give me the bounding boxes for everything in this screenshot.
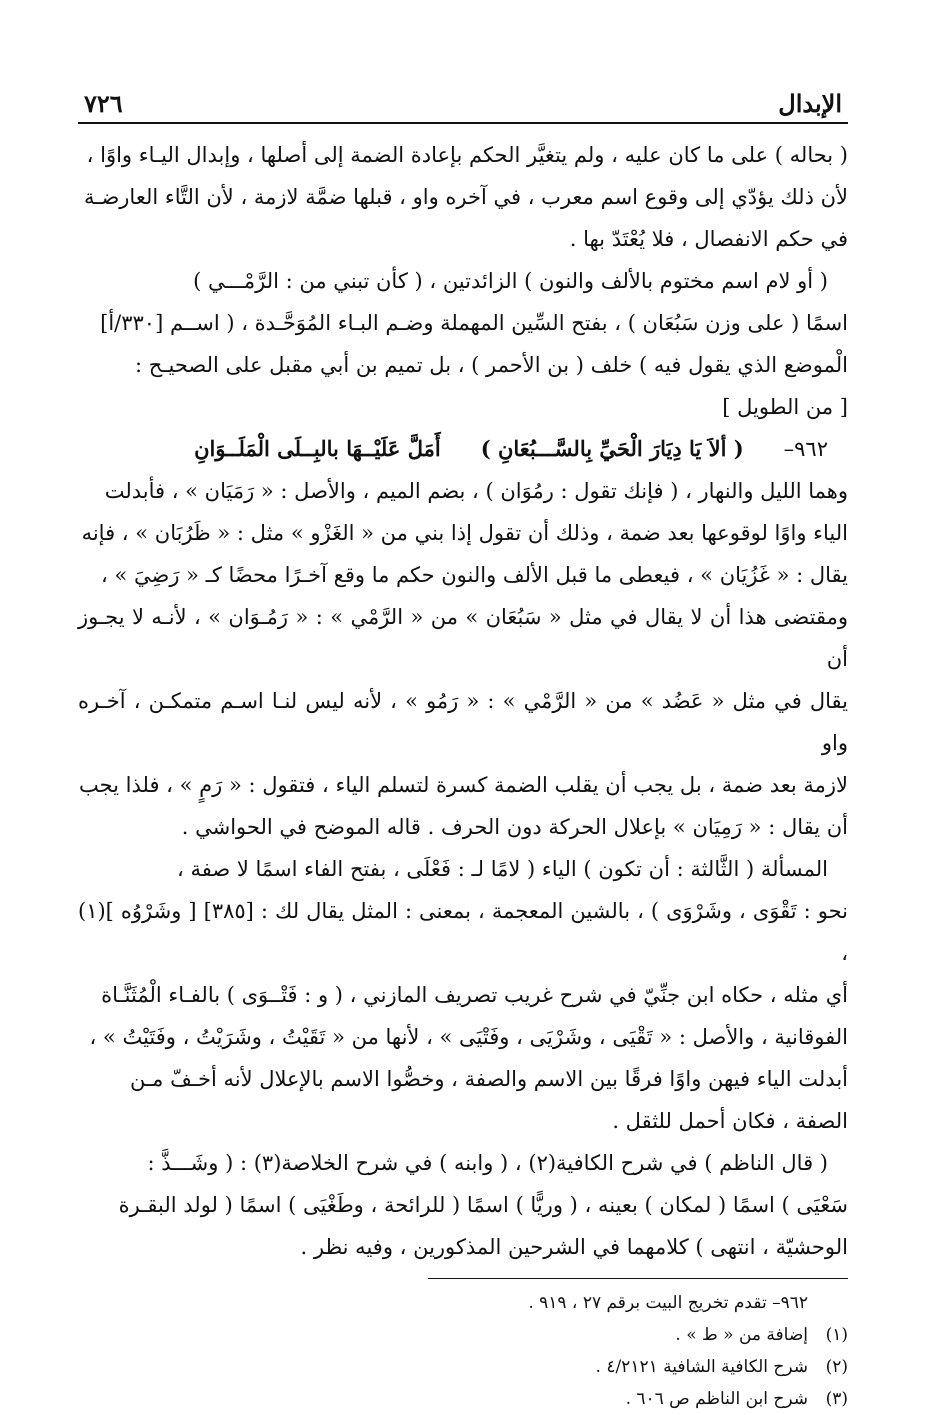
paragraph-3 [78, 470, 848, 848]
text-line: أي مثله ، حكاه ابن جنِّيّ في شرح غريب تصريف المازني ، ( و : فَتْــوَى ) بالفـاء الْمُثَنَّـاة [101, 983, 848, 1007]
text-line: ( بحاله ) على ما كان عليه ، ولم يتغيَّر الحكم بإعادة الضمة إلى أصلها ، وإبدال اليـاء واوًا ، [86, 143, 848, 167]
footnote-item [78, 1319, 848, 1351]
page-number: ٧٢٦ [84, 89, 123, 118]
footnote-text: شرح ابن الناظم ص ٦٠٦ . [625, 1389, 808, 1409]
text-line: أبدلت الياء فيهن واوًا فرقًا بين الاسم والصفة ، وخصُّوا الاسم بالإعلال لأنه أخـفّ مـن [130, 1067, 848, 1091]
text-line: ومقتضى هذا أن لا يقال في مثل « سَبُعَان » من « الرَّمْي » : « رَمُـوَان » ، لأنـه لا يجـوز أن [78, 605, 848, 671]
footnote-item [78, 1351, 848, 1383]
text-line: الوحشيّة ، انتهى ) كلامهما في الشرحين المذكورين ، وفيه نظر . [300, 1235, 848, 1259]
footnote-number: (٣) [825, 1389, 848, 1409]
text-line: الفوقانية ، والأصل : « تَقْيَى ، وشَرْيَى ، وفَتْيَى » ، لأنها من « تَقَيْتُ ، وشَرَيْتُ ، وفَتَيْتُ » ، [89, 1025, 848, 1049]
footnote-text: ٩٦٢– تقدم تخريج البيت برقم ٢٧ ، ٩١٩ . [528, 1293, 808, 1313]
text-line: اسمًا ( على وزن سَبُعَان ) ، بفتح السِّين المهملة وضـم البـاء المُوَحَّـدة ، ( اســم [٣٣٠/أ] [100, 311, 848, 335]
footnote-number: (١) [825, 1325, 848, 1345]
text-line: يقال في مثل « عَضُد » من « الرَّمْي » : « رَمُو » ، لأنه ليس لنـا اسـم متمكـن ، آخـره واو [78, 689, 848, 755]
text-line: الياء واوًا لوقوعها بعد ضمة ، وذلك أن تقول إذا بني من « الغَزْو » مثل : « ظَرُبَان » ، فإنه [81, 521, 848, 545]
footnote-item [78, 1287, 848, 1319]
page-header [78, 88, 848, 124]
text-line: وهما الليل والنهار ، ( فإنك تقول : رمُوَان ) ، بضم الميم ، والأصل : « رَمَيَان » ، فأبدلت [104, 479, 848, 503]
verse-hemistich-first: ( ألاَ يَا دِيَارَ الْحَيِّ بِالسَّـــبُعَانِ ) [480, 436, 744, 461]
verse-line [78, 428, 848, 470]
footnote-text: إضافة من « ط » . [675, 1325, 808, 1345]
footnotes [78, 1287, 848, 1415]
text-line: المسألة ( الثَّالثة : أن تكون ) الياء ( لامًا لـ : فَعْلَى ، بفتح الفاء اسمًا لا صفة ، [177, 857, 828, 881]
verse-hemistich-second: أَمَلَّ عَلَيْــهَا بالبِــلَى الْمَلَــوَانِ [194, 436, 441, 461]
footnote-item [78, 1383, 848, 1415]
paragraph-1 [78, 134, 848, 260]
text-line: الصفة ، فكان أحمل للثقل . [612, 1109, 848, 1133]
text-line: ( أو لام اسم مختوم بالألف والنون ) الزائدتين ، ( كأن تبني من : الرَّمْـــي ) [193, 269, 828, 293]
running-title: الإبدال [778, 89, 842, 118]
text-line: سَعْيَى ) اسمًا ( لمكان ) بعينه ، ( وريًّا ) اسمًا ( للرائحة ، وطَغْيَى ) اسمًا ( لولد البقـرة [118, 1193, 848, 1217]
main-text [78, 134, 848, 1268]
text-line: لازمة بعد ضمة ، بل يجب أن يقلب الضمة كسرة لتسلم الياء ، فتقول : « رَمٍ » ، فلذا يجب [78, 773, 848, 797]
text-line: يقال : « غَزُيَان » ، فيعطى ما قبل الألف والنون حكم ما وقع آخـرًا محضًا كـ « رَضِيَ » ، [101, 563, 848, 587]
text-line: أن يقال : « رَمِيَان » بإعلال الحركة دون الحرف . قاله الموضح في الحواشي . [181, 815, 848, 839]
text-line: الْموضع الذي يقول فيه ) خلف ( بن الأحمر ) ، بل تميم بن أبي مقبل على الصحيـح : [135, 353, 848, 377]
text-line: نحو : تَقْوَى ، وشَرْوَى ) ، بالشين المعجمة ، بمعنى : المثل يقال لك : [٣٨٥] [ وشَرْوُه ](١) ، [78, 899, 848, 965]
footnote-number: (٢) [825, 1357, 848, 1377]
text-line: في حكم الانفصال ، فلا يُعْتَدّ بها . [569, 227, 848, 251]
footnote-divider [428, 1278, 848, 1279]
verse-meter: [ من الطويل ] [722, 395, 848, 419]
paragraph-5 [78, 1142, 848, 1268]
footnote-text: شرح الكافية الشافية ٤/٢١٢١ . [595, 1357, 808, 1377]
text-line: لأن ذلك يؤدّي إلى وقوع اسم معرب ، في آخره واو ، قبلها ضمَّة لازمة ، لأن التَّاء العارضـة [84, 185, 848, 209]
verse-number: ٩٦٢– [783, 437, 828, 461]
paragraph-4 [78, 848, 848, 1142]
paragraph-2 [78, 260, 848, 386]
book-page [78, 88, 848, 1415]
footnote-number [822, 1287, 848, 1319]
text-line: ( قال الناظم ) في شرح الكافية(٢) ، ( وابنه ) في شرح الخلاصة(٣) : ( وشَـــذَّ : [147, 1151, 828, 1175]
